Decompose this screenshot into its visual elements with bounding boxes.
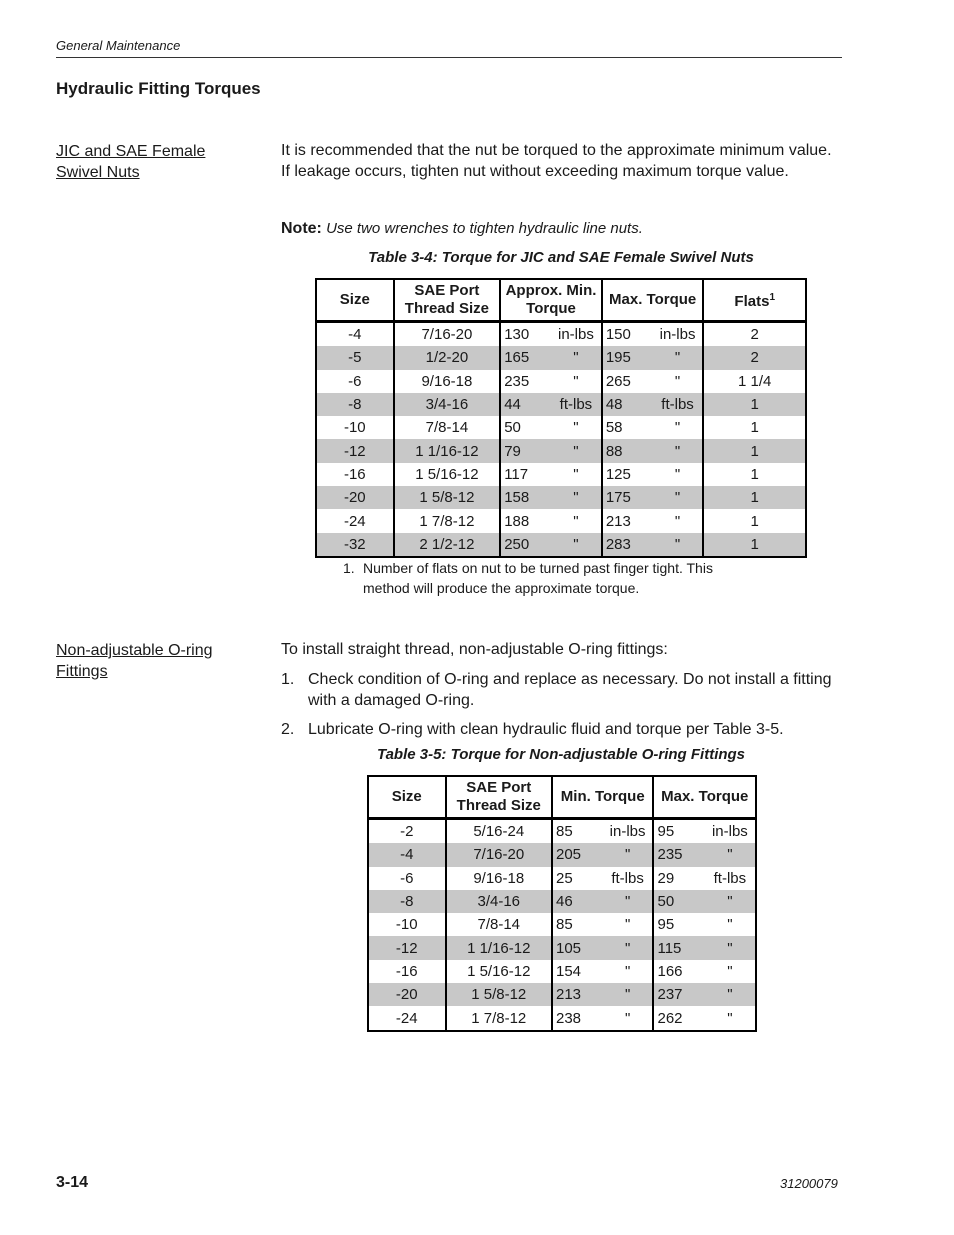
min-torque-cell bbox=[500, 486, 602, 509]
torque-value: 125 bbox=[605, 465, 631, 483]
torque-unit: " bbox=[624, 986, 631, 1004]
page-number: 3-14 bbox=[56, 1174, 89, 1191]
min-torque-cell bbox=[552, 890, 654, 913]
size-cell: -8 bbox=[316, 393, 394, 416]
min-torque-cell bbox=[500, 416, 602, 439]
document-number: 31200079 bbox=[780, 1176, 838, 1191]
table2-col-size: Size bbox=[368, 776, 446, 819]
min-torque-cell bbox=[500, 370, 602, 393]
table1-col-min-torque: Approx. Min. Torque bbox=[500, 279, 602, 322]
torque-value: 235 bbox=[504, 372, 530, 390]
torque-value: 237 bbox=[657, 986, 683, 1004]
torque-unit: " bbox=[573, 489, 579, 507]
page-title: Hydraulic Fitting Torques bbox=[56, 79, 261, 98]
size-cell: -16 bbox=[343, 465, 366, 483]
torque-value: 95 bbox=[657, 916, 675, 934]
table1-col-max-torque: Max. Torque bbox=[602, 279, 704, 322]
torque-value: 44 bbox=[504, 396, 521, 414]
max-torque-cell bbox=[653, 1006, 756, 1030]
torque-unit: ft-lbs bbox=[611, 869, 644, 887]
step-text: Check condition of O-ring and replace as necessary. Do not install a fitting with a damaged O-ring. bbox=[308, 671, 832, 709]
torque-value: 154 bbox=[555, 962, 582, 980]
table2-header-row bbox=[368, 776, 756, 819]
torque-value: 58 bbox=[605, 419, 623, 437]
table1-col-thread: SAE Port Thread Size bbox=[394, 279, 501, 322]
max-torque-cell bbox=[602, 486, 704, 509]
table-row bbox=[316, 463, 806, 486]
table1-caption: Table 3-4: Torque for JIC and SAE Female Swivel Nuts bbox=[368, 249, 754, 266]
running-header: General Maintenance bbox=[56, 38, 181, 53]
size-cell: -32 bbox=[316, 533, 394, 557]
jic-section-label bbox=[56, 141, 226, 183]
torque-unit: " bbox=[573, 535, 579, 553]
flats-cell: 1 bbox=[703, 463, 806, 486]
torque-value: 46 bbox=[555, 893, 573, 911]
torque-value: 175 bbox=[605, 489, 631, 507]
torque-unit: " bbox=[674, 489, 681, 507]
max-torque-cell bbox=[653, 890, 756, 913]
thread-cell: 1 5/16-12 bbox=[446, 960, 552, 983]
torque-unit: " bbox=[727, 962, 733, 980]
note-text: Use two wrenches to tighten hydraulic line nuts. bbox=[326, 220, 643, 237]
footnote-line-1: Number of flats on nut to be turned past finger tight. This bbox=[363, 560, 713, 576]
min-torque-cell bbox=[552, 913, 654, 936]
torque-value: 235 bbox=[657, 846, 683, 864]
flats-cell: 1 bbox=[703, 439, 806, 462]
torque-value: 105 bbox=[555, 939, 582, 957]
table2-col-min-torque: Min. Torque bbox=[552, 776, 654, 819]
jic-body-paragraph: It is recommended that the nut be torqued to the approximate minimum value. If leakage occurs, tighten nut without exceeding maximum torque value. bbox=[281, 142, 832, 180]
torque-unit: " bbox=[624, 916, 631, 934]
max-torque-cell bbox=[653, 936, 756, 959]
table2-col-thread: SAE Port Thread Size bbox=[446, 776, 552, 819]
max-torque-cell bbox=[602, 439, 704, 462]
footnote-line-2: method will produce the approximate torque. bbox=[363, 579, 640, 596]
max-torque-cell bbox=[653, 867, 756, 890]
size-cell: -4 bbox=[348, 326, 362, 344]
table-row bbox=[316, 486, 806, 509]
thread-cell: 1 5/16-12 bbox=[394, 463, 501, 486]
note bbox=[281, 220, 643, 238]
torque-value: 115 bbox=[657, 939, 682, 957]
torque-value: 238 bbox=[555, 1009, 582, 1027]
torque-value: 50 bbox=[657, 893, 675, 911]
table-row bbox=[316, 322, 806, 347]
table-row bbox=[316, 533, 806, 557]
flats-cell: 1 bbox=[703, 533, 806, 557]
torque-value: 95 bbox=[657, 823, 675, 841]
table1-col-flats: Flats$^1$ bbox=[703, 279, 806, 322]
min-torque-cell bbox=[552, 867, 654, 890]
thread-cell: 1 5/8-12 bbox=[446, 983, 552, 1006]
table-row bbox=[316, 439, 806, 462]
max-torque-cell bbox=[602, 533, 704, 557]
max-torque-cell bbox=[653, 960, 756, 983]
min-torque-cell bbox=[552, 843, 654, 866]
max-torque-cell bbox=[602, 346, 704, 369]
min-torque-cell bbox=[552, 819, 654, 844]
step-number: 1. bbox=[281, 671, 295, 688]
torque-value: 130 bbox=[504, 326, 530, 344]
size-cell: -24 bbox=[343, 512, 366, 530]
table-row bbox=[316, 509, 806, 532]
table-row bbox=[368, 983, 756, 1006]
torque-value: 205 bbox=[555, 846, 582, 864]
min-torque-cell bbox=[552, 936, 654, 959]
table-row bbox=[368, 913, 756, 936]
torque-value: 213 bbox=[605, 512, 631, 530]
oring-step-1 bbox=[281, 670, 841, 711]
size-cell: -4 bbox=[368, 843, 446, 866]
min-torque-cell bbox=[552, 1006, 654, 1030]
torque-value: 79 bbox=[504, 442, 521, 460]
oring-step-2 bbox=[281, 720, 841, 741]
torque-value: 29 bbox=[657, 869, 675, 887]
torque-unit: " bbox=[624, 846, 631, 864]
size-cell: -6 bbox=[400, 869, 414, 887]
thread-cell: 7/8-14 bbox=[394, 416, 501, 439]
torque-unit: in-lbs bbox=[558, 326, 594, 344]
thread-cell: 9/16-18 bbox=[446, 867, 552, 890]
table2-col-max-torque: Max. Torque bbox=[653, 776, 756, 819]
thread-cell: 1 1/16-12 bbox=[446, 936, 552, 959]
torque-value: 85 bbox=[555, 916, 573, 934]
torque-unit: in-lbs bbox=[659, 326, 696, 344]
table-jic-torque bbox=[315, 278, 807, 558]
max-torque-cell bbox=[653, 983, 756, 1006]
min-torque-cell bbox=[552, 960, 654, 983]
max-torque-cell bbox=[602, 322, 704, 347]
size-cell: -6 bbox=[348, 372, 362, 390]
torque-value: 158 bbox=[504, 489, 530, 507]
oring-label-line-2: Fittings bbox=[56, 663, 108, 680]
flats-cell: 2 bbox=[703, 322, 806, 347]
torque-unit: " bbox=[573, 442, 579, 460]
torque-value: 150 bbox=[605, 326, 631, 344]
oring-label-line-1: Non-adjustable O-ring bbox=[56, 642, 213, 659]
min-torque-cell bbox=[500, 439, 602, 462]
min-torque-cell bbox=[500, 463, 602, 486]
step-number: 2. bbox=[281, 721, 295, 738]
torque-unit: " bbox=[674, 535, 681, 553]
size-cell: -16 bbox=[395, 962, 418, 980]
table-row bbox=[316, 346, 806, 369]
torque-value: 250 bbox=[504, 535, 530, 553]
table1-footnote bbox=[343, 559, 783, 598]
size-cell: -10 bbox=[395, 916, 418, 934]
flats-cell: 1 bbox=[703, 393, 806, 416]
size-cell: -20 bbox=[316, 486, 394, 509]
torque-unit: " bbox=[624, 893, 631, 911]
footnote-number: 1. bbox=[343, 560, 355, 576]
torque-unit: ft-lbs bbox=[713, 869, 747, 887]
torque-unit: " bbox=[573, 512, 579, 530]
torque-value: 48 bbox=[605, 396, 623, 414]
torque-value: 166 bbox=[657, 962, 683, 980]
torque-value: 50 bbox=[504, 419, 521, 437]
oring-intro: To install straight thread, non-adjustable O-ring fittings: bbox=[281, 641, 668, 658]
table-row bbox=[316, 370, 806, 393]
torque-value: 262 bbox=[657, 1009, 683, 1027]
table-row bbox=[368, 960, 756, 983]
size-cell: -5 bbox=[316, 346, 394, 369]
torque-unit: " bbox=[727, 893, 733, 911]
torque-unit: " bbox=[674, 442, 681, 460]
max-torque-cell bbox=[653, 843, 756, 866]
table-row bbox=[316, 393, 806, 416]
table1-header-row bbox=[316, 279, 806, 322]
thread-cell: 3/4-16 bbox=[394, 393, 501, 416]
torque-value: 165 bbox=[504, 349, 530, 367]
flats-cell: 2 bbox=[703, 346, 806, 369]
torque-value: 85 bbox=[555, 823, 573, 841]
torque-unit: " bbox=[727, 846, 733, 864]
table-oring-torque bbox=[367, 775, 757, 1032]
jic-label-line-1: JIC and SAE Female bbox=[56, 143, 206, 160]
size-cell: -10 bbox=[343, 419, 366, 437]
torque-unit: ft-lbs bbox=[559, 396, 593, 414]
table-row bbox=[368, 890, 756, 913]
torque-value: 117 bbox=[504, 465, 529, 483]
oring-section-label bbox=[56, 640, 226, 682]
min-torque-cell bbox=[500, 346, 602, 369]
torque-unit: in-lbs bbox=[609, 823, 646, 841]
min-torque-cell bbox=[500, 509, 602, 532]
torque-unit: " bbox=[674, 512, 681, 530]
thread-cell: 1 5/8-12 bbox=[394, 486, 501, 509]
max-torque-cell bbox=[602, 416, 704, 439]
table-row bbox=[368, 1006, 756, 1030]
thread-cell: 1/2-20 bbox=[394, 346, 501, 369]
torque-unit: in-lbs bbox=[711, 823, 748, 841]
size-cell: -24 bbox=[395, 1009, 418, 1027]
torque-unit: " bbox=[674, 349, 681, 367]
table-row bbox=[368, 843, 756, 866]
torque-unit: " bbox=[727, 939, 733, 957]
max-torque-cell bbox=[602, 370, 704, 393]
table-row bbox=[368, 819, 756, 844]
torque-value: 283 bbox=[605, 535, 631, 553]
size-cell: -8 bbox=[368, 890, 446, 913]
thread-cell: 2 1/2-12 bbox=[394, 533, 501, 557]
torque-value: 188 bbox=[504, 512, 530, 530]
flats-cell: 1 bbox=[703, 509, 806, 532]
torque-unit: " bbox=[727, 986, 733, 1004]
flats-cell: 1 bbox=[703, 486, 806, 509]
thread-cell: 7/16-20 bbox=[446, 843, 552, 866]
torque-unit: " bbox=[573, 419, 579, 437]
size-cell: -2 bbox=[400, 823, 414, 841]
torque-value: 88 bbox=[605, 442, 623, 460]
note-label: Note: bbox=[281, 220, 322, 237]
thread-cell: 9/16-18 bbox=[394, 370, 501, 393]
max-torque-cell bbox=[653, 913, 756, 936]
min-torque-cell bbox=[500, 393, 602, 416]
torque-unit: " bbox=[674, 372, 681, 390]
step-text: Lubricate O-ring with clean hydraulic fluid and torque per Table 3-5. bbox=[308, 721, 784, 738]
torque-unit: " bbox=[674, 419, 681, 437]
table-row bbox=[316, 416, 806, 439]
torque-value: 265 bbox=[605, 372, 631, 390]
max-torque-cell bbox=[653, 819, 756, 844]
table1-col-size: Size bbox=[316, 279, 394, 322]
torque-unit: " bbox=[624, 939, 631, 957]
torque-unit: " bbox=[727, 916, 733, 934]
size-cell: -12 bbox=[368, 936, 446, 959]
torque-value: 195 bbox=[605, 349, 631, 367]
flats-cell: 1 bbox=[703, 416, 806, 439]
torque-unit: " bbox=[727, 1009, 733, 1027]
table2-caption: Table 3-5: Torque for Non-adjustable O-ring Fittings bbox=[376, 746, 746, 763]
torque-unit: " bbox=[573, 349, 579, 367]
min-torque-cell bbox=[500, 322, 602, 347]
thread-cell: 1 1/16-12 bbox=[394, 439, 501, 462]
size-cell: -20 bbox=[368, 983, 446, 1006]
thread-cell: 5/16-24 bbox=[446, 819, 552, 844]
torque-value: 213 bbox=[555, 986, 582, 1004]
torque-unit: ft-lbs bbox=[661, 396, 694, 414]
thread-cell: 3/4-16 bbox=[446, 890, 552, 913]
thread-cell: 7/8-14 bbox=[446, 913, 552, 936]
max-torque-cell bbox=[602, 509, 704, 532]
table-row bbox=[368, 867, 756, 890]
torque-unit: " bbox=[674, 465, 681, 483]
thread-cell: 1 7/8-12 bbox=[446, 1006, 552, 1030]
flats-cell: 1 1/4 bbox=[703, 370, 806, 393]
jic-label-line-2: Swivel Nuts bbox=[56, 164, 140, 181]
header-rule bbox=[56, 57, 842, 58]
torque-unit: " bbox=[573, 372, 579, 390]
thread-cell: 1 7/8-12 bbox=[394, 509, 501, 532]
size-cell: -12 bbox=[316, 439, 394, 462]
min-torque-cell bbox=[500, 533, 602, 557]
max-torque-cell bbox=[602, 393, 704, 416]
max-torque-cell bbox=[602, 463, 704, 486]
torque-unit: " bbox=[573, 465, 579, 483]
thread-cell: 7/16-20 bbox=[394, 322, 501, 347]
table-row bbox=[368, 936, 756, 959]
torque-value: 25 bbox=[555, 869, 573, 887]
torque-unit: " bbox=[624, 1009, 631, 1027]
min-torque-cell bbox=[552, 983, 654, 1006]
torque-unit: " bbox=[624, 962, 631, 980]
